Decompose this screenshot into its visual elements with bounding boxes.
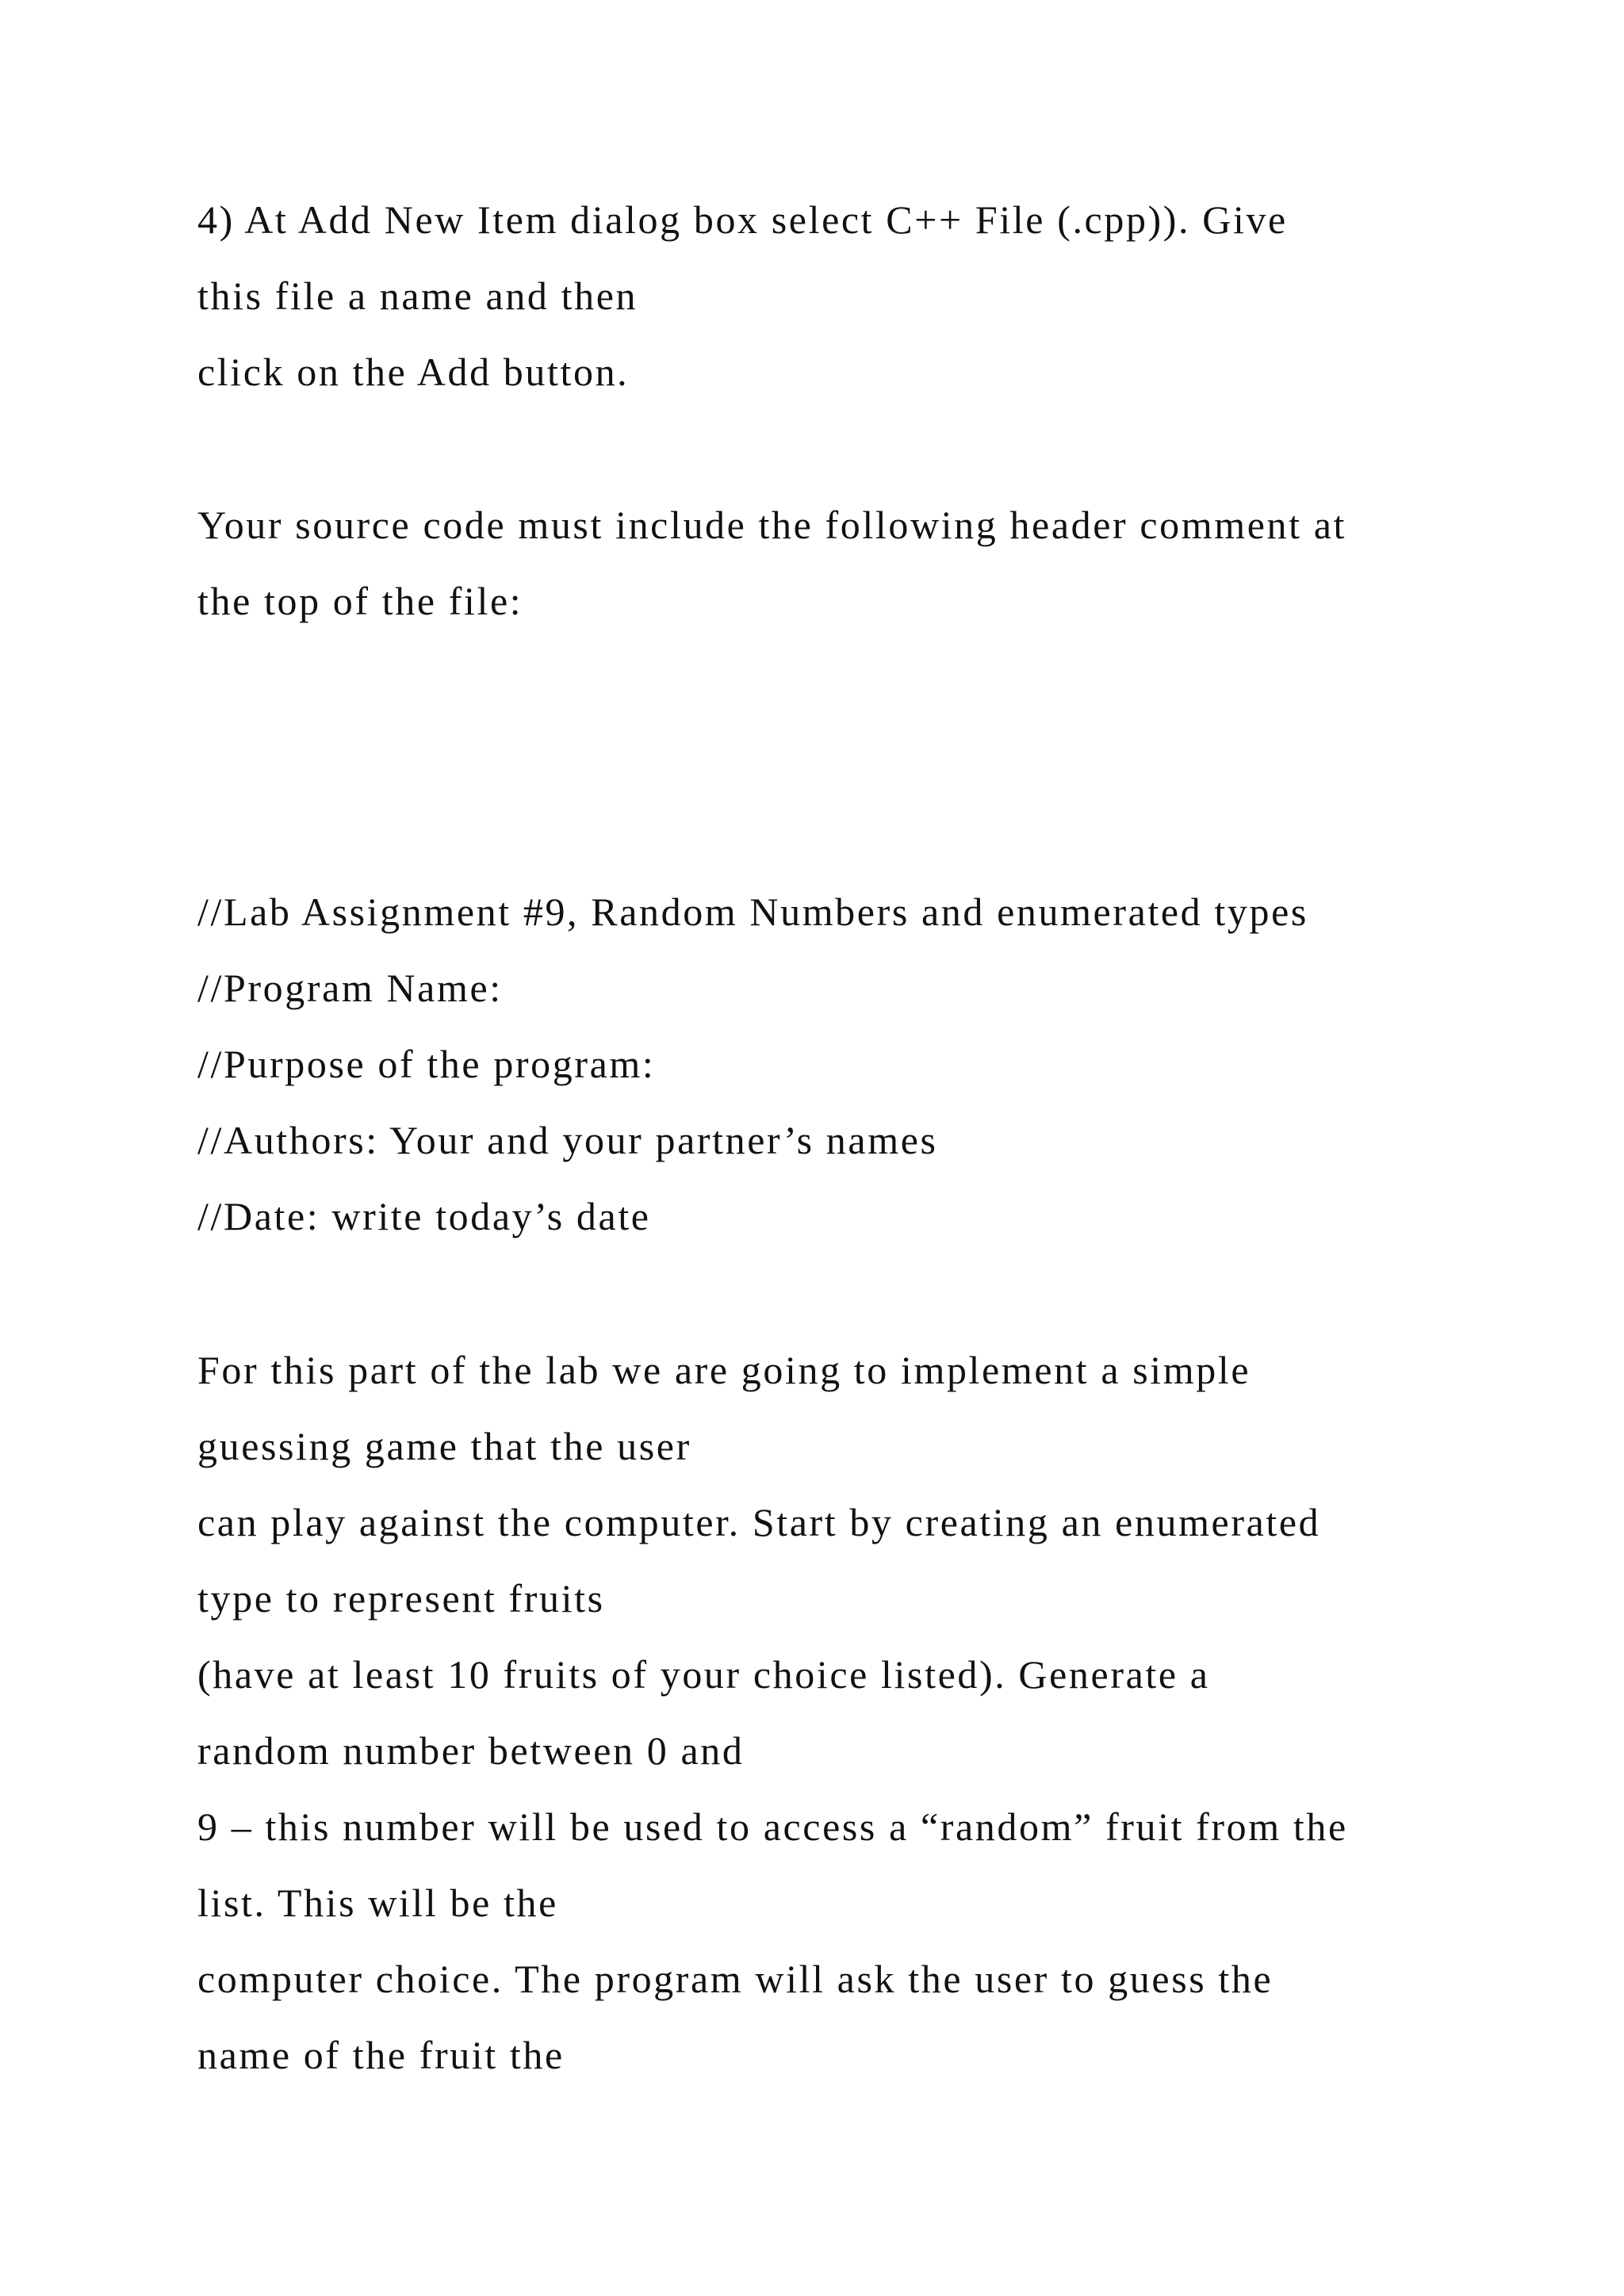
text-line: computer choice. The program will ask the user to guess the xyxy=(197,1957,1274,2001)
text-line: (have at least 10 fruits of your choice listed). Generate a xyxy=(197,1652,1210,1697)
text-line: name of the fruit the xyxy=(197,2033,565,2077)
text-line: click on the Add button. xyxy=(197,350,630,394)
text-line: guessing game that the user xyxy=(197,1424,691,1468)
comment-line: //Purpose of the program: xyxy=(197,1042,656,1086)
text-line: 9 – this number will be used to access a “random” fruit from the xyxy=(197,1804,1348,1849)
text-line: the top of the file: xyxy=(197,579,523,623)
text-line: list. This will be the xyxy=(197,1881,558,1925)
text-line: For this part of the lab we are going to implement a simple xyxy=(197,1348,1251,1392)
text-line: 4) At Add New Item dialog box select C++ File (.cpp)). Give xyxy=(197,197,1288,242)
comment-line: //Program Name: xyxy=(197,966,503,1010)
text-line: Your source code must include the following header comment at xyxy=(197,503,1347,547)
comment-line: //Date: write today’s date xyxy=(197,1194,651,1238)
text-line: this file a name and then xyxy=(197,274,638,318)
comment-line: //Authors: Your and your partner’s names xyxy=(197,1118,938,1162)
text-line: can play against the computer. Start by creating an enumerated xyxy=(197,1500,1321,1544)
text-line: random number between 0 and xyxy=(197,1728,745,1773)
text-line: type to represent fruits xyxy=(197,1576,605,1621)
comment-line: //Lab Assignment #9, Random Numbers and enumerated types xyxy=(197,890,1308,934)
